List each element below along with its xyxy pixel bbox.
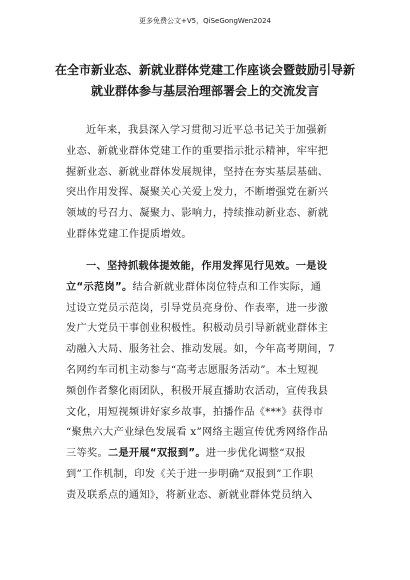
text-fragment: 进一步优化调整“双报 xyxy=(205,448,306,460)
text-fragment: 三等奖。 xyxy=(66,448,108,460)
section-heading: 一、坚持抓载体提效能，作用发挥见行见效。一是设 xyxy=(86,261,328,272)
text-line: 到”工作机制，印发《关于进一步明确“双报到”工作职 xyxy=(66,468,314,480)
text-line: 握新业态、新就业群体发展规律，坚持在夯实基层基础、 xyxy=(66,166,329,178)
paragraph-section-one xyxy=(66,257,352,507)
text-fragment: 结合新就业群体岗位特点和工作实际，通 xyxy=(132,281,322,293)
text-line: 业群体党建工作提质增效。 xyxy=(66,228,192,240)
subheading-two: 二是开展“双报到”。 xyxy=(107,448,206,460)
subheading-one: 立“示范岗”。 xyxy=(66,281,133,293)
text-line: 责及联系点的通知》，将新业态、新就业群体党员纳入 xyxy=(66,489,313,501)
text-line: 过设立党员示范岗，引导党员亮身份、作表率，进一步激 xyxy=(66,302,329,314)
text-line: 频创作者黎化雨团队，积极开展直播助农活动，宣传我县 xyxy=(66,385,329,397)
page-header: 更多免费公文+V5，QiSeGongWen2024 xyxy=(139,17,271,25)
text-line: 突出作用发挥、凝聚关心关爱上发力，不断增强党在新兴 xyxy=(66,187,329,199)
text-line: 文化，用短视频讲好家乡故事，拍播作品《***》获得市 xyxy=(66,406,324,418)
text-line: 近年来，我县深入学习贯彻习近平总书记关于加强新 xyxy=(86,125,328,136)
title-line-2: 就业群体参与基层治理部署会上的交流发言 xyxy=(90,84,319,98)
text-line: 发广大党员干事创业积极性。积极动员引导新就业群体主 xyxy=(66,323,329,335)
text-line: 领域的号召力、凝聚力、影响力，持续推动新业态、新就 xyxy=(66,208,329,220)
text-line: 名网约车司机主动参与“高考志愿服务活动”。本土短视 xyxy=(66,364,319,376)
paragraph-intro xyxy=(66,121,352,246)
text-line: 动融入大局、服务社会、推动发展。如，今年高考期间，7 xyxy=(66,344,335,356)
document-title xyxy=(52,60,358,102)
text-line xyxy=(66,278,352,299)
title-line-1: 在全市新业态、新就业群体党建工作座谈会暨鼓励引导新 xyxy=(54,63,355,77)
text-line xyxy=(66,444,352,465)
text-line: 业态、新就业群体党建工作的重要指示批示精神，牢牢把 xyxy=(66,145,329,157)
section-heading-line xyxy=(66,257,352,278)
text-line: “聚焦六大产业绿色发展看 x”网络主题宣传优秀网络作品 xyxy=(66,427,328,439)
